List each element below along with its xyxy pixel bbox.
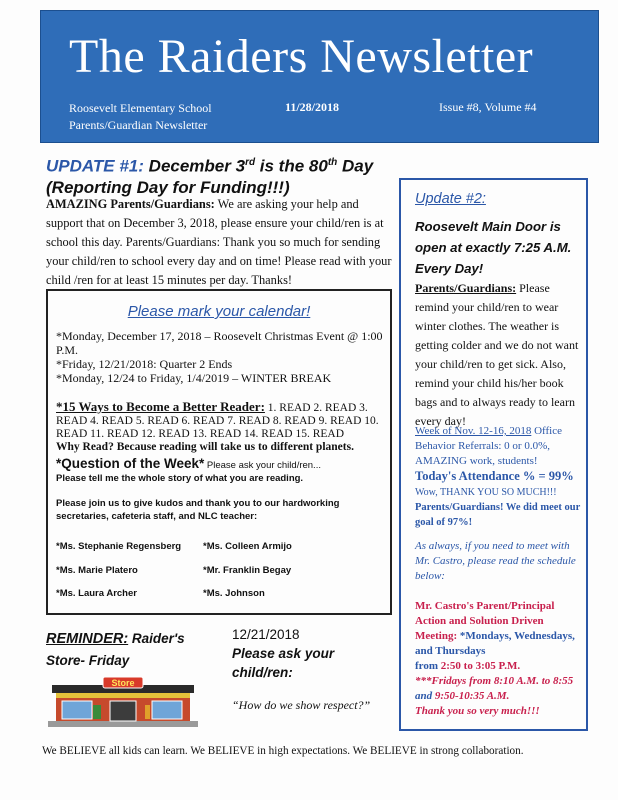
update1-label: UPDATE #1:	[46, 156, 144, 176]
respect-question: “How do we show respect?”	[232, 698, 371, 712]
schedule-time1: 2:50 to 3:05 P.M.	[440, 660, 521, 672]
reminder-date: 12/21/2018	[232, 627, 300, 642]
staff-name: *Ms. Colleen Armijo	[203, 541, 292, 552]
update1-title-part3: Day	[337, 156, 374, 176]
week-range: Week of Nov. 12-16, 2018	[415, 425, 532, 437]
schedule-from: from	[415, 660, 441, 672]
reminder-text2: Store- Friday	[46, 653, 130, 668]
thank-you: Wow, THANK YOU SO MUCH!!!	[415, 487, 557, 498]
fridays-label: ***Fridays from	[415, 675, 494, 687]
calendar-event: *Monday, December 17, 2018 – Roosevelt Christmas Event @ 1:00 P.M.	[56, 329, 383, 357]
qotw-heading: *Question of the Week*	[56, 456, 205, 471]
calendar-events	[56, 329, 386, 385]
meeting-intro: As always, if you need to meet with Mr. Castro, please read the schedule below:	[415, 540, 576, 582]
respect-reminder	[232, 625, 397, 715]
schedule-thanks: Thank you so very much!!!	[415, 705, 540, 717]
footer-motto: We BELIEVE all kids can learn. We BELIEVE in high expectations. We BELIEVE in strong collaboration.	[42, 745, 524, 757]
issue-date: 11/28/2018	[285, 100, 340, 114]
qotw-question: Please tell me the whole story of what you are reading.	[56, 473, 304, 484]
goal-met: Parents/Guardians! We did meet our goal of 97%!	[415, 502, 581, 528]
reminder-text: Raider's	[128, 631, 185, 646]
update1-sup2: th	[327, 157, 338, 168]
update1-title-part: December 3	[143, 156, 246, 176]
update1-sup1: rd	[245, 157, 256, 168]
principal-schedule	[415, 599, 585, 719]
store-illustration	[48, 677, 198, 727]
update1-lead: AMAZING Parents/Guardians:	[46, 197, 215, 211]
reader-heading: *15 Ways to Become a Better Reader:	[56, 399, 265, 414]
update2-pg: Parents/Guardians:	[415, 281, 517, 295]
update2-box	[399, 178, 588, 731]
update1-title-part2: is the 80	[255, 156, 328, 176]
calendar-event: *Monday, 12/24 to Friday, 1/4/2019 – WINTER BREAK	[56, 371, 332, 385]
update2-text: Please remind your child/ren to wear winter clothes. The weather is getting colder and we do not want your child/ren to get sick. Also, remind your child his/her book bags and to always ready to learn every day!	[415, 281, 579, 428]
staff-name: *Ms. Laura Archer	[56, 588, 137, 599]
update2-label: Update #2:	[415, 191, 486, 207]
schedule-days: *Mondays, Wednesdays, and Thursdays	[415, 630, 575, 657]
calendar-box	[46, 289, 392, 615]
update2-body	[415, 279, 583, 431]
school-name: Roosevelt Elementary School	[69, 101, 212, 115]
reader-tips	[56, 400, 386, 454]
why-read: Why Read? Because reading will take us to different planets.	[56, 441, 354, 453]
staff-name: *Ms. Marie Platero	[56, 565, 138, 576]
update2-headline: Roosevelt Main Door is open at exactly 7:25 A.M. Every Day!	[415, 219, 572, 276]
reminder-label: REMINDER:	[46, 631, 129, 647]
update1-text: We are asking your help and support that on December 3, 2018, please ensure your child/ren is at school this day. Parents/Guardians: Thank you so much for sending your child/ren to school every day and on time! Please read with your child /ren for at least 15 minutes per day. Thanks!	[46, 197, 392, 287]
schedule-time2: 8:10 A.M. to 8:55	[493, 675, 574, 687]
issue-number: Issue #8, Volume #4	[439, 100, 537, 114]
schedule-time3: 9:50-10:35 A.M.	[434, 690, 510, 702]
store-sign: Store	[111, 678, 135, 688]
schedule-title: Mr. Castro's Parent/Principal Action and Solution Driven Meeting:	[415, 600, 555, 642]
staff-name: *Mr. Franklin Begay	[203, 565, 292, 576]
calendar-title: Please mark your calendar!	[127, 303, 311, 320]
kudos-text: Please join us to give kudos and thank you to our hardworking secretaries, cafeteria staff, and NLC teacher:	[56, 498, 340, 522]
update1-title	[46, 152, 396, 198]
reader-list: 1. READ 2. READ 3. READ 4. READ 5. READ 6. READ 7. READ 8. READ 9. READ 10. READ 11. READ 12. READ 13. READ 14. READ 15. READ	[56, 402, 379, 440]
staff-name: *Ms. Johnson	[203, 588, 265, 599]
newsletter-title: The Raiders Newsletter	[69, 30, 534, 83]
update1-title-line2: (Reporting Day for Funding!!!)	[46, 177, 290, 197]
qotw-ask: Please ask your child/ren...	[204, 460, 321, 471]
store-reminder	[46, 628, 221, 672]
weekly-stats	[415, 424, 585, 530]
attendance: Today's Attendance % = 99%	[415, 469, 574, 483]
update1-body	[46, 195, 394, 290]
newsletter-subtitle: Parents/Guardian Newsletter	[69, 118, 208, 132]
question-of-week	[56, 457, 386, 485]
header-banner	[40, 10, 599, 143]
referrals: Office Behavior Referrals: 0 or 0.0%, AMAZING work, students!	[415, 425, 562, 467]
staff-name: *Ms. Stephanie Regensberg	[56, 541, 182, 552]
schedule-and: and	[415, 690, 435, 702]
reminder-ask: Please ask your child/ren:	[232, 646, 335, 680]
school-info	[69, 100, 212, 134]
calendar-event: *Friday, 12/21/2018: Quarter 2 Ends	[56, 357, 233, 371]
